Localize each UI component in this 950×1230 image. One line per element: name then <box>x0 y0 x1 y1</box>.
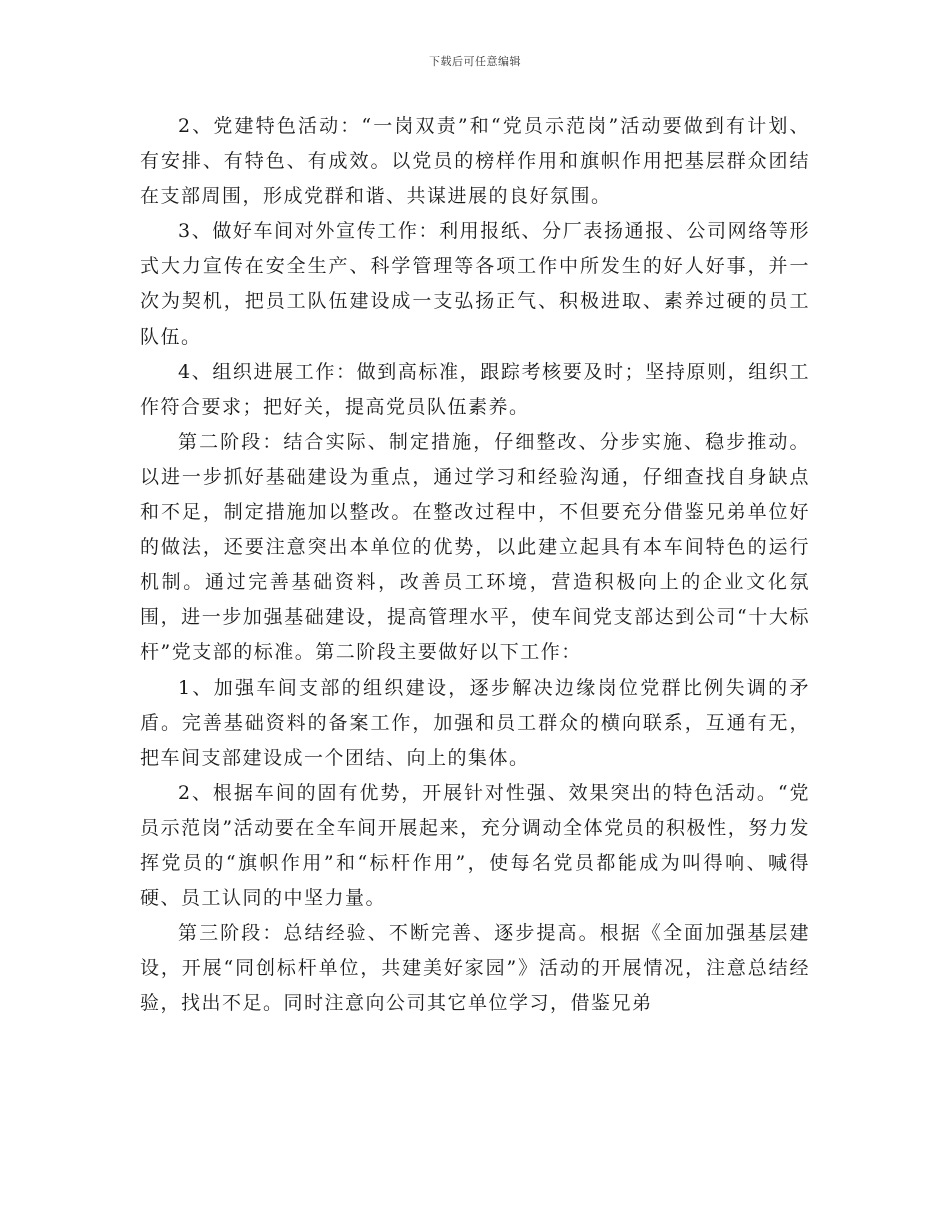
paragraph-publicity: 3、做好车间对外宣传工作：利用报纸、分厂表扬通报、公司网络等形式大力宣传在安全生产、科学管理等各项工作中所发生的好人好事，并一次为契机，把员工队伍建设成一支弘扬正气、积极进取、素养过硬的员工队伍。 <box>140 220 810 348</box>
paragraph-org-building: 1、加强车间支部的组织建设，逐步解决边缘岗位党群比例失调的矛盾。完善基础资料的备案工作，加强和员工群众的横向联系，互通有无，把车间支部建设成一个团结、向上的集体。 <box>140 676 810 769</box>
page-header: 下载后可任意编辑 <box>429 55 521 68</box>
document-body <box>140 109 810 1021</box>
paragraph-organization: 4、组织进展工作：做到高标准，跟踪考核要及时；坚持原则，组织工作符合要求；把好关，提高党员队伍素养。 <box>140 360 810 418</box>
paragraph-featured-activities: 2、根据车间的固有优势，开展针对性强、效果突出的特色活动。“党员示范岗”活动要在全车间开展起来，充分调动全体党员的积极性，努力发挥党员的“旗帜作用”和“标杆作用”，使每名党员都能成为叫得响、喊得硬、员工认同的中坚力量。 <box>140 781 810 910</box>
paragraph-stage-three: 第三阶段：总结经验、不断完善、逐步提高。根据《全面加强基层建设，开展“同创标杆单位，共建美好家园”》活动的开展情况，注意总结经验，找出不足。同时注意向公司其它单位学习，借鉴兄弟 <box>140 922 810 1015</box>
paragraph-party-activity: 2、党建特色活动：“一岗双责”和“党员示范岗”活动要做到有计划、有安排、有特色、有成效。以党员的榜样作用和旗帜作用把基层群众团结在支部周围，形成党群和谐、共谋进展的良好氛围。 <box>140 115 810 208</box>
paragraph-stage-two: 第二阶段：结合实际、制定措施，仔细整改、分步实施、稳步推动。以进一步抓好基础建设为重点，通过学习和经验沟通，仔细查找自身缺点和不足，制定措施加以整改。在整改过程中，不但要充分借鉴兄弟单位好的做法，还要注意突出本单位的优势，以此建立起具有本车间特色的运行机制。通过完善基础资料，改善员工环境，营造积极向上的企业文化氛围，进一步加强基础建设，提高管理水平，使车间党支部达到公司“十大标杆”党支部的标准。第二阶段主要做好以下工作： <box>140 430 810 664</box>
